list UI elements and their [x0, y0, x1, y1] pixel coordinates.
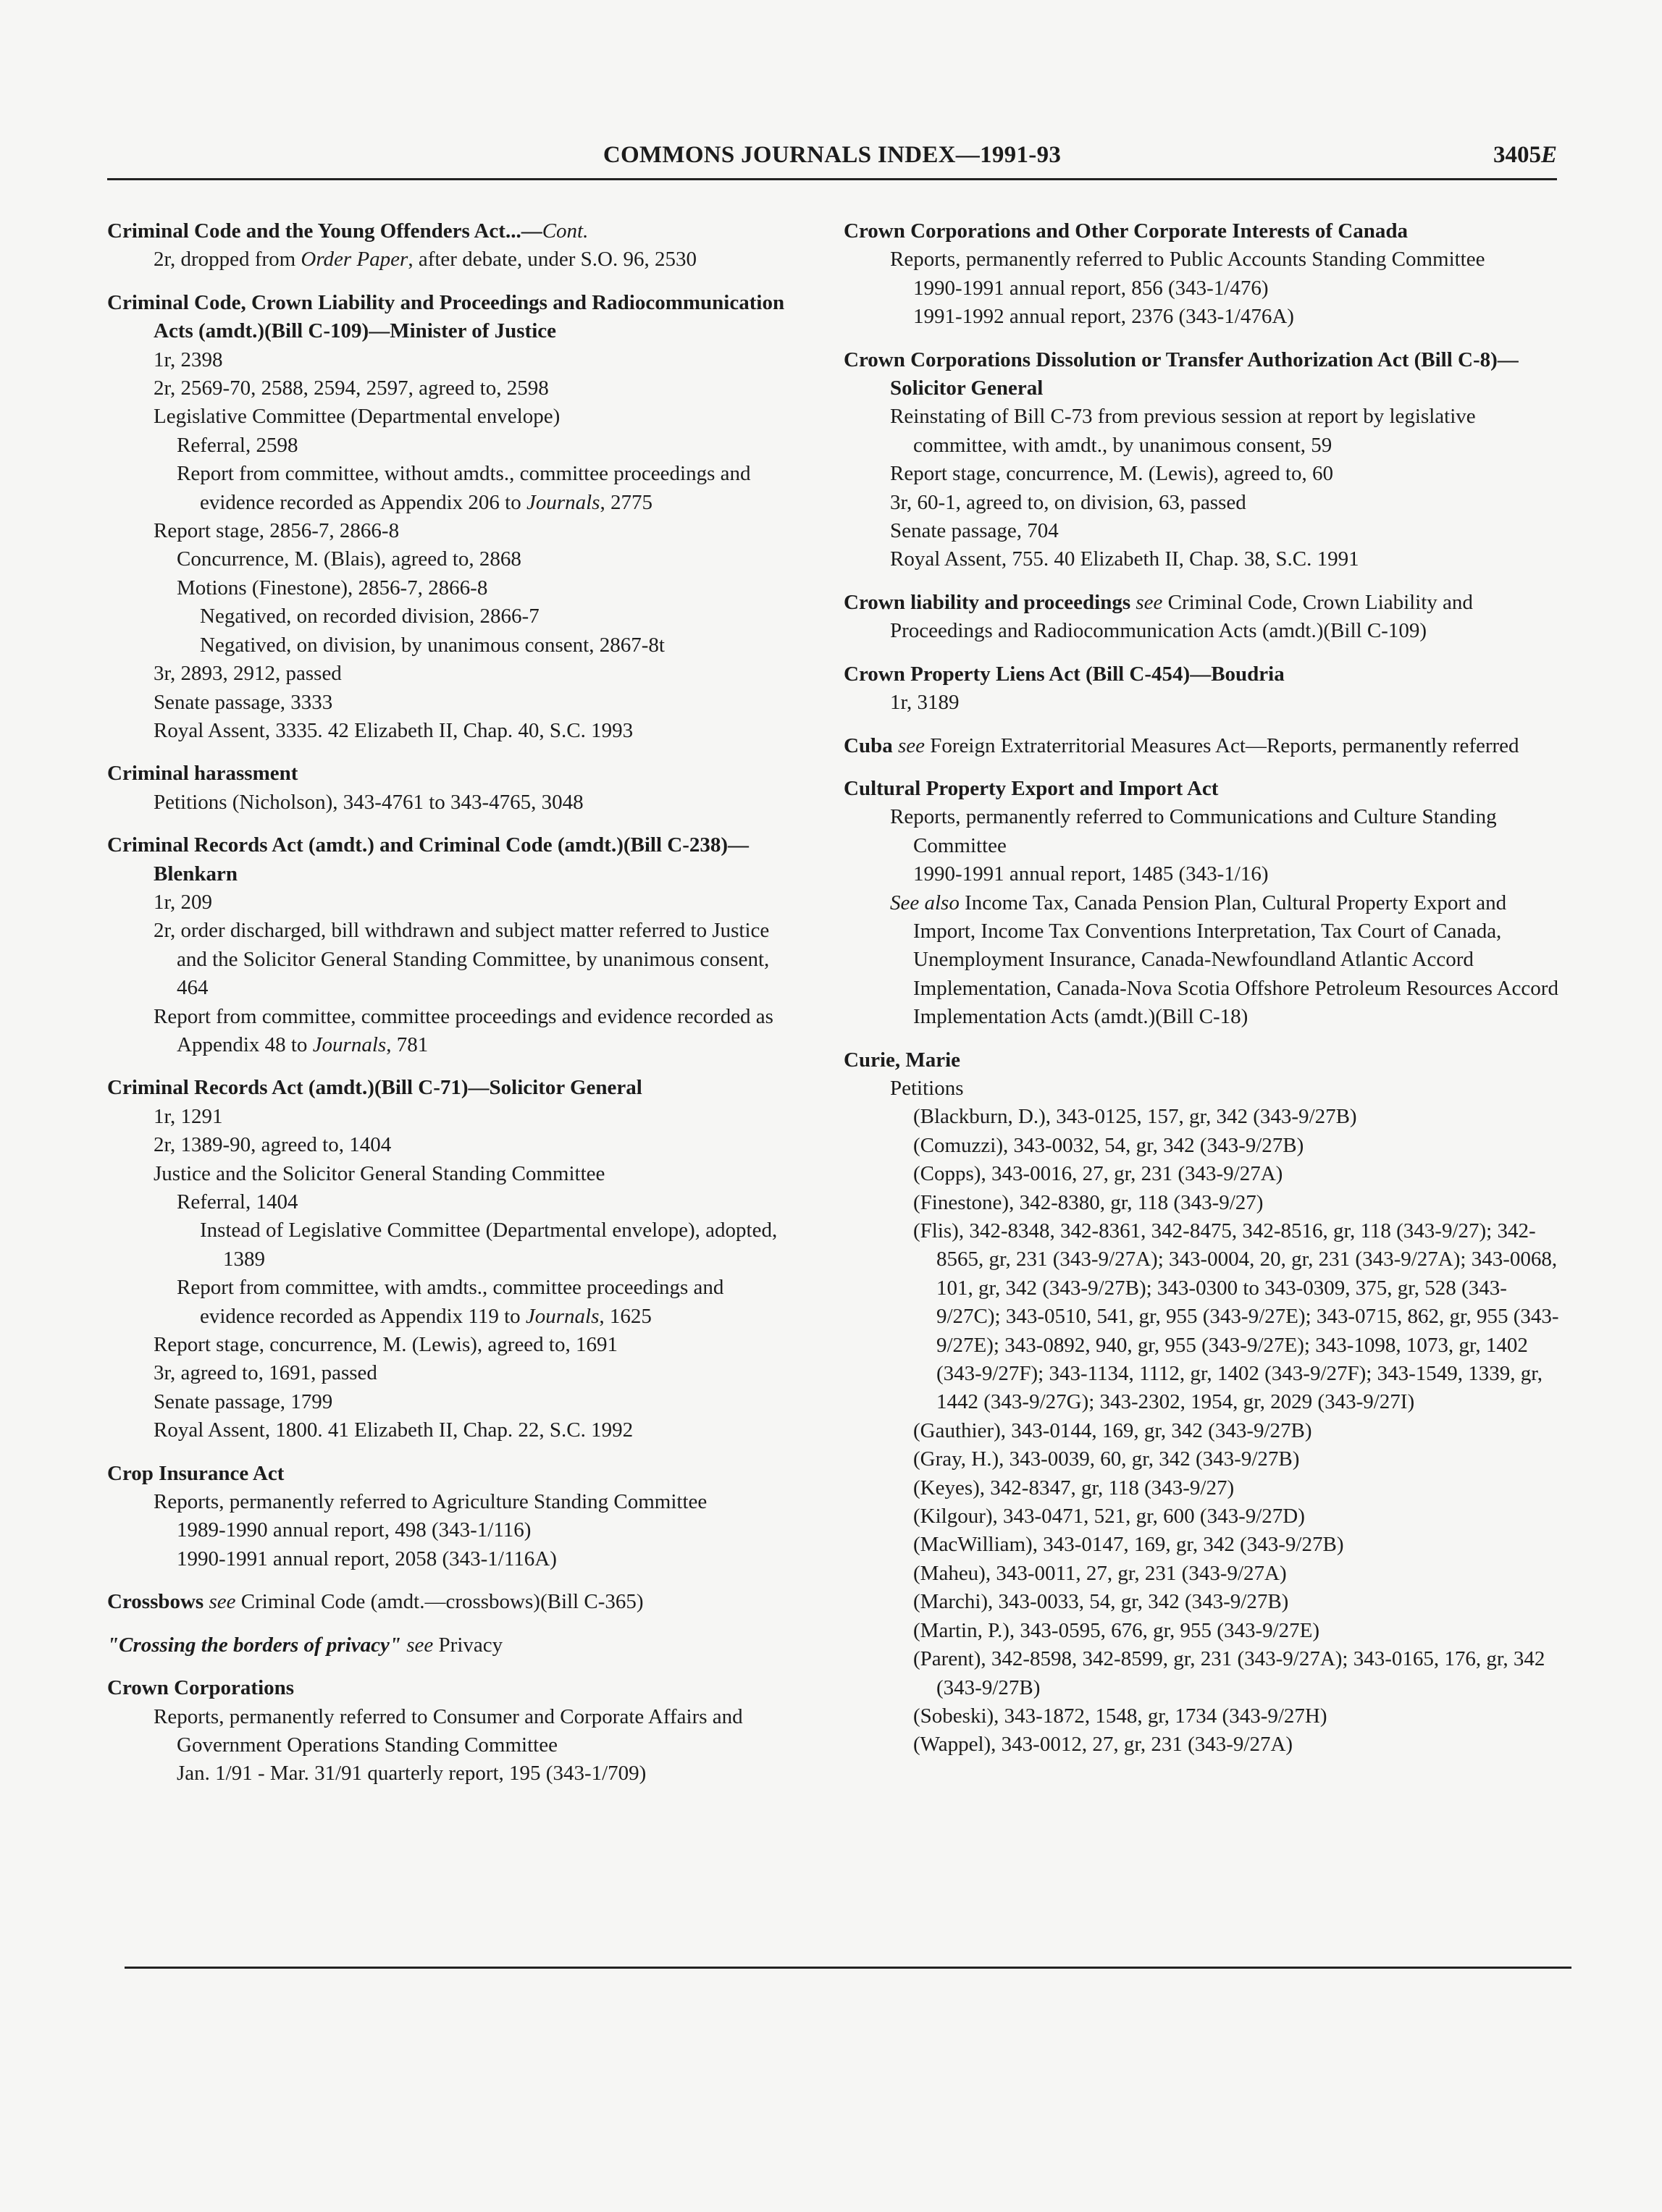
- running-title: COMMONS JOURNALS INDEX—1991-93: [603, 142, 1062, 168]
- entry-heading: [107, 1460, 802, 1488]
- heading-text: Crown Corporations Dissolution or Transfer Authorization Act (Bill C-8)—Solicitor General: [844, 348, 1519, 400]
- line-italic: Journals: [526, 490, 600, 514]
- entry-line: [130, 245, 802, 274]
- heading-text: Crop Insurance Act: [107, 1461, 285, 1485]
- see-target: Foreign Extraterritorial Measures Act—Reports, permanently referred: [930, 733, 1519, 757]
- line-italic: See also: [890, 891, 960, 914]
- see-reference: see: [406, 1633, 434, 1657]
- entry-line: [154, 545, 802, 573]
- entry-line: [867, 403, 1561, 460]
- heading-text: Criminal Code and the Young Offenders Act...—: [107, 219, 542, 243]
- line-text: Senate passage, 1799: [154, 1389, 333, 1413]
- entry-line: [130, 660, 802, 688]
- entry-heading: [844, 1046, 1561, 1075]
- entry-line: [130, 517, 802, 545]
- line-text: Negatived, on recorded division, 2866-7: [200, 605, 540, 628]
- line-text: 2r, dropped from: [154, 248, 301, 272]
- entry-line: [130, 1003, 802, 1060]
- heading-text: "Crossing the borders of privacy": [107, 1633, 401, 1657]
- entry-line: [890, 1531, 1561, 1559]
- line-text: (Comuzzi), 343-0032, 54, gr, 342 (343-9/27B): [913, 1133, 1304, 1157]
- line-text: (Copps), 343-0016, 27, gr, 231 (343-9/27A): [913, 1162, 1283, 1186]
- line-text: (Marchi), 343-0033, 54, gr, 342 (343-9/27B): [913, 1590, 1289, 1614]
- entry-line: [154, 1545, 802, 1573]
- line-text: Reports, permanently referred to Consumer and Corporate Affairs and Government Operations Standing Committee: [154, 1704, 743, 1757]
- entry-line: [890, 1132, 1561, 1160]
- line-text: 3r, agreed to, 1691, passed: [154, 1361, 377, 1385]
- heading-text: Curie, Marie: [844, 1048, 961, 1072]
- entry-line: [130, 403, 802, 431]
- line-after: , after debate, under S.O. 96, 2530: [408, 248, 697, 272]
- line-text: 1r, 3189: [890, 691, 960, 715]
- entry-line: [867, 460, 1561, 488]
- line-text: Report from committee, without amdts., committee proceedings and evidence recorded as Appendix 206 to: [177, 462, 751, 514]
- line-text: Senate passage, 3333: [154, 690, 333, 714]
- entry-line: [890, 860, 1561, 888]
- header-rule: [107, 178, 1557, 180]
- see-target: Criminal Code (amdt.—crossbows)(Bill C-365): [240, 1590, 644, 1614]
- line-text: Referral, 1404: [177, 1190, 298, 1214]
- line-text: (MacWilliam), 343-0147, 169, gr, 342 (343-9/27B): [913, 1533, 1344, 1557]
- line-text: 2r, order discharged, bill withdrawn and subject matter referred to Justice and the Solicitor General Standing Committee, by unanimous consent, 464: [154, 919, 770, 1000]
- entry-line: [890, 1502, 1561, 1531]
- line-after: , 1625: [599, 1304, 652, 1328]
- entry-line: [130, 1359, 802, 1387]
- entry-line: [130, 1131, 802, 1159]
- index-entry: [107, 289, 802, 746]
- entry-heading: [107, 1588, 802, 1616]
- entry-line: [867, 545, 1561, 573]
- heading-text: Cultural Property Export and Import Act: [844, 776, 1219, 800]
- index-entry: [844, 589, 1561, 646]
- index-entry: [844, 1046, 1561, 1759]
- entry-line: [130, 717, 802, 745]
- line-text: (Parent), 342-8598, 342-8599, gr, 231 (343-9/27A); 343-0165, 176, gr, 342 (343-9/27B): [913, 1647, 1545, 1699]
- entry-line: [867, 689, 1561, 717]
- entry-line: [890, 1445, 1561, 1473]
- entry-line: [890, 1189, 1561, 1217]
- line-text: Referral, 2598: [177, 433, 298, 457]
- index-entry: [844, 660, 1561, 718]
- entry-line: [130, 689, 802, 717]
- entry-line: [867, 803, 1561, 860]
- line-after: Income Tax, Canada Pension Plan, Cultural Property Export and Import, Income Tax Conventions Interpretation, Tax Court of Canada, Unemployment Insurance, Canada-Newfoundland Atlantic Accord Implementation, Canada-Nova Scotia Offshore Petroleum Resources Accord Implementation Acts (amdt.)(Bill C-18): [913, 891, 1558, 1029]
- line-text: Senate passage, 704: [890, 519, 1059, 543]
- entry-line: [890, 1160, 1561, 1188]
- heading-text: Crown Corporations and Other Corporate Interests of Canada: [844, 219, 1408, 243]
- line-text: (Blackburn, D.), 343-0125, 157, gr, 342 (343-9/27B): [913, 1105, 1357, 1129]
- line-text: (Wappel), 343-0012, 27, gr, 231 (343-9/27A): [913, 1733, 1293, 1757]
- entry-line: [154, 574, 802, 602]
- heading-cont: Cont.: [542, 219, 589, 243]
- line-text: Legislative Committee (Departmental envelope): [154, 405, 561, 429]
- line-italic: Order Paper: [301, 248, 408, 272]
- line-text: Justice and the Solicitor General Standing Committee: [154, 1161, 605, 1185]
- entry-line: [177, 1216, 802, 1274]
- index-entry: [107, 1588, 802, 1616]
- line-after: , 2775: [600, 490, 652, 514]
- entry-line: [867, 889, 1561, 1032]
- line-text: Concurrence, M. (Blais), agreed to, 2868: [177, 547, 521, 571]
- entry-heading: [107, 217, 802, 245]
- line-text: Report from committee, with amdts., committee proceedings and evidence recorded as Appendix 119 to: [177, 1276, 724, 1328]
- entry-line: [130, 374, 802, 403]
- entry-line: [867, 245, 1561, 274]
- line-text: 3r, 2893, 2912, passed: [154, 662, 342, 686]
- entry-line: [130, 888, 802, 917]
- line-text: 1990-1991 annual report, 1485 (343-1/16): [913, 862, 1269, 886]
- line-text: (Gray, H.), 343-0039, 60, gr, 342 (343-9/27B): [913, 1447, 1300, 1471]
- entry-heading: [107, 1674, 802, 1702]
- heading-text: Crown Corporations: [107, 1676, 295, 1700]
- line-text: 1990-1991 annual report, 2058 (343-1/116A): [177, 1547, 557, 1570]
- line-text: (Martin, P.), 343-0595, 676, gr, 955 (343-9/27E): [913, 1618, 1320, 1642]
- entry-line: [890, 1417, 1561, 1445]
- line-text: 1990-1991 annual report, 856 (343-1/476): [913, 276, 1269, 300]
- line-text: 2r, 2569-70, 2588, 2594, 2597, agreed to, 2598: [154, 377, 549, 400]
- entry-line: [130, 1160, 802, 1188]
- line-text: Negatived, on division, by unanimous consent, 2867-8t: [200, 633, 665, 657]
- line-text: (Flis), 342-8348, 342-8361, 342-8475, 342-8516, gr, 118 (343-9/27); 342-8565, gr, 231 (343-9/27A); 343-0004, 20, gr, 231 (343-9/27A); 343-0068, 101, gr, 342 (343-9/27B); 343-0300 to 343-0309, 375, gr, 528 (343-9/27C); 343-0510, 541, gr, 955 (343-9/27E); 343-0715, 862, gr, 955 (343-9/27E); 343-0892, 940, gr, 955 (343-9/27E); 343-1098, 1073, gr, 1402 (343-9/27F); 343-1134, 1112, gr, 1402 (343-9/27F); 343-1549, 1339, gr, 1442 (343-9/27G); 343-2302, 1954, gr, 2029 (343-9/27I): [913, 1219, 1559, 1414]
- entry-line: [890, 1588, 1561, 1616]
- entry-line: [177, 631, 802, 660]
- entry-line: [154, 1516, 802, 1544]
- entry-heading: [107, 1074, 802, 1102]
- line-italic: Journals: [312, 1033, 387, 1056]
- line-text: (Finestone), 342-8380, gr, 118 (343-9/27): [913, 1190, 1264, 1214]
- entry-line: [154, 1274, 802, 1331]
- entry-line: [177, 602, 802, 631]
- entry-line: [867, 1075, 1561, 1103]
- index-entry: [107, 217, 802, 274]
- index-entry: [107, 1674, 802, 1788]
- index-entry: [844, 732, 1561, 760]
- line-text: Reports, permanently referred to Public Accounts Standing Committee: [890, 248, 1485, 272]
- see-reference: see: [209, 1590, 236, 1614]
- entry-line: [154, 460, 802, 517]
- line-text: Report stage, 2856-7, 2866-8: [154, 519, 400, 543]
- line-text: Royal Assent, 1800. 41 Elizabeth II, Chap. 22, S.C. 1992: [154, 1418, 634, 1442]
- line-text: 1r, 2398: [154, 348, 223, 371]
- entry-line: [890, 1217, 1561, 1417]
- entry-line: [154, 1188, 802, 1216]
- see-reference: see: [897, 733, 925, 757]
- line-text: Instead of Legislative Committee (Departmental envelope), adopted, 1389: [200, 1219, 778, 1271]
- right-column: [844, 217, 1561, 1774]
- index-entry: [107, 1460, 802, 1574]
- line-text: Petitions (Nicholson), 343-4761 to 343-4765, 3048: [154, 790, 584, 814]
- index-entry: [107, 1631, 802, 1660]
- see-target: Privacy: [438, 1633, 503, 1657]
- entry-line: [890, 274, 1561, 303]
- entry-line: [890, 1560, 1561, 1588]
- line-text: 1991-1992 annual report, 2376 (343-1/476A): [913, 305, 1294, 329]
- entry-heading: [844, 775, 1561, 803]
- heading-text: Crown liability and proceedings: [844, 590, 1131, 614]
- entry-heading: [844, 732, 1561, 760]
- entry-line: [130, 1416, 802, 1444]
- entry-heading: [107, 289, 802, 346]
- entry-line: [130, 789, 802, 817]
- entry-line: [130, 1488, 802, 1516]
- line-text: (Gauthier), 343-0144, 169, gr, 342 (343-9/27B): [913, 1418, 1312, 1442]
- entry-line: [130, 346, 802, 374]
- page-header: [107, 142, 1557, 180]
- line-after: , 781: [386, 1033, 429, 1056]
- entry-line: [890, 1103, 1561, 1131]
- entry-line: [130, 1703, 802, 1760]
- line-text: Reports, permanently referred to Agriculture Standing Committee: [154, 1490, 708, 1514]
- index-entry: [844, 217, 1561, 332]
- line-text: (Keyes), 342-8347, gr, 118 (343-9/27): [913, 1476, 1235, 1500]
- heading-text: Criminal harassment: [107, 762, 298, 786]
- entry-line: [130, 1331, 802, 1359]
- line-text: Report stage, concurrence, M. (Lewis), agreed to, 1691: [154, 1333, 618, 1357]
- entry-line: [130, 917, 802, 1002]
- entry-heading: [844, 660, 1561, 689]
- heading-text: Criminal Records Act (amdt.)(Bill C-71)—Solicitor General: [107, 1076, 642, 1100]
- line-text: Royal Assent, 3335. 42 Elizabeth II, Chap. 40, S.C. 1993: [154, 718, 634, 742]
- index-entry: [844, 775, 1561, 1032]
- page-number-digits: 3405: [1493, 142, 1541, 168]
- line-text: Reports, permanently referred to Communications and Culture Standing Committee: [890, 805, 1497, 857]
- line-text: (Maheu), 343-0011, 27, gr, 231 (343-9/27A): [913, 1561, 1287, 1585]
- line-text: Report stage, concurrence, M. (Lewis), agreed to, 60: [890, 462, 1333, 486]
- page-number-suffix: E: [1540, 142, 1557, 168]
- entry-line: [890, 1474, 1561, 1502]
- entry-line: [130, 1388, 802, 1416]
- heading-text: Crown Property Liens Act (Bill C-454)—Boudria: [844, 662, 1285, 686]
- entry-line: [890, 1702, 1561, 1731]
- index-entry: [844, 346, 1561, 574]
- line-text: 1r, 1291: [154, 1104, 223, 1128]
- entry-heading: [844, 589, 1561, 646]
- see-reference: see: [1136, 590, 1163, 614]
- footer-rule: [125, 1967, 1571, 1969]
- heading-text: Cuba: [844, 733, 893, 757]
- see-target: Criminal Code, Crown Liability and Proceedings and Radiocommunication Acts (amdt.)(Bill C-109): [890, 590, 1473, 643]
- line-text: (Sobeski), 343-1872, 1548, gr, 1734 (343-9/27H): [913, 1704, 1327, 1728]
- line-text: Royal Assent, 755. 40 Elizabeth II, Chap. 38, S.C. 1991: [890, 547, 1359, 571]
- line-text: Jan. 1/91 - Mar. 31/91 quarterly report, 195 (343-1/709): [177, 1762, 647, 1786]
- heading-text: Criminal Records Act (amdt.) and Criminal Code (amdt.)(Bill C-238)—Blenkarn: [107, 833, 750, 886]
- entry-line: [890, 1645, 1561, 1702]
- entry-heading: [107, 760, 802, 788]
- entry-line: [867, 517, 1561, 545]
- line-text: 2r, 1389-90, agreed to, 1404: [154, 1133, 392, 1157]
- heading-text: Criminal Code, Crown Liability and Proceedings and Radiocommunication Acts (amdt.)(Bill C-109)—Minister of Justice: [107, 290, 785, 343]
- entry-line: [890, 303, 1561, 331]
- line-text: 1r, 209: [154, 890, 212, 914]
- line-italic: Journals: [525, 1304, 600, 1328]
- index-entry: [107, 760, 802, 817]
- line-text: Report from committee, committee proceedings and evidence recorded as Appendix 48 to: [154, 1004, 773, 1056]
- entry-line: [867, 489, 1561, 517]
- entry-line: [154, 432, 802, 460]
- index-entry: [107, 831, 802, 1059]
- entry-line: [890, 1731, 1561, 1759]
- entry-heading: [107, 831, 802, 888]
- page-number: [1493, 142, 1557, 169]
- line-text: Reinstating of Bill C-73 from previous session at report by legislative committee, with amdt., by unanimous consent, 59: [890, 405, 1476, 457]
- line-text: Motions (Finestone), 2856-7, 2866-8: [177, 576, 488, 600]
- line-text: Petitions: [890, 1076, 964, 1100]
- line-text: (Kilgour), 343-0471, 521, gr, 600 (343-9/27D): [913, 1505, 1305, 1528]
- entry-line: [890, 1617, 1561, 1645]
- index-entry: [107, 1074, 802, 1444]
- line-text: 3r, 60-1, agreed to, on division, 63, passed: [890, 490, 1246, 514]
- entry-heading: [844, 217, 1561, 245]
- entry-line: [154, 1759, 802, 1788]
- left-column: [107, 217, 802, 1803]
- entry-line: [130, 1103, 802, 1131]
- heading-text: Crossbows: [107, 1590, 204, 1614]
- line-text: 1989-1990 annual report, 498 (343-1/116): [177, 1518, 532, 1542]
- entry-heading: [844, 346, 1561, 403]
- entry-heading: [107, 1631, 802, 1660]
